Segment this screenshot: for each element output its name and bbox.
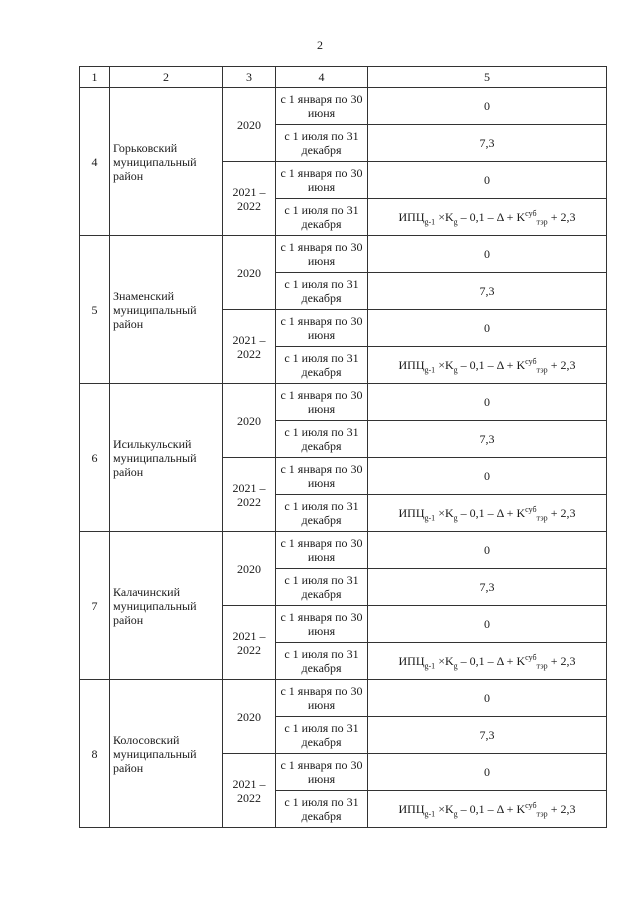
- formula-mid: – 0,1 – Δ + K: [457, 210, 526, 224]
- value-cell: 0: [368, 384, 607, 421]
- formula-times-k: ×K: [435, 210, 454, 224]
- district-name: Знаменский муниципальный район: [110, 236, 223, 384]
- header-col-1: 1: [80, 67, 110, 88]
- formula-sub-ter: тэр: [536, 365, 548, 375]
- period-cell: с 1 января по 30 июня: [276, 384, 368, 421]
- formula-mid: – 0,1 – Δ + K: [457, 654, 526, 668]
- formula-sub-g1: g-1: [424, 217, 436, 227]
- formula-sup-sub: суб: [525, 357, 537, 366]
- table-row: [80, 384, 607, 421]
- period-cell: с 1 июля по 31 декабря: [276, 273, 368, 310]
- value-cell: [368, 347, 607, 384]
- year-range: 2021 – 2022: [223, 310, 276, 384]
- formula-sub-g: g: [453, 217, 458, 227]
- district-name: Колосовский муниципальный район: [110, 680, 223, 828]
- period-cell: с 1 января по 30 июня: [276, 162, 368, 199]
- period-cell: с 1 июля по 31 декабря: [276, 569, 368, 606]
- district-name: Калачинский муниципальный район: [110, 532, 223, 680]
- year-range: 2021 – 2022: [223, 606, 276, 680]
- formula-tail: + 2,3: [547, 210, 576, 224]
- formula-tail: + 2,3: [547, 506, 576, 520]
- value-cell: 7,3: [368, 273, 607, 310]
- year-range: 2020: [223, 680, 276, 754]
- formula: [398, 505, 576, 523]
- value-cell: 7,3: [368, 569, 607, 606]
- formula-sub-g1: g-1: [424, 513, 436, 523]
- formula: [398, 357, 576, 375]
- header-col-4: 4: [276, 67, 368, 88]
- value-cell: 0: [368, 310, 607, 347]
- district-name: Горьковский муниципальный район: [110, 88, 223, 236]
- year-range: 2020: [223, 532, 276, 606]
- period-cell: с 1 января по 30 июня: [276, 606, 368, 643]
- formula-sub-g: g: [453, 365, 458, 375]
- formula-sub-ter: тэр: [536, 661, 548, 671]
- period-cell: с 1 июля по 31 декабря: [276, 495, 368, 532]
- header-row: [80, 67, 607, 88]
- district-number: 5: [80, 236, 110, 384]
- district-number: 4: [80, 88, 110, 236]
- tariff-table: [79, 66, 607, 828]
- period-cell: с 1 января по 30 июня: [276, 310, 368, 347]
- formula-sub-g1: g-1: [424, 809, 436, 819]
- district-number: 6: [80, 384, 110, 532]
- period-cell: с 1 июля по 31 декабря: [276, 125, 368, 162]
- period-cell: с 1 июля по 31 декабря: [276, 199, 368, 236]
- formula-times-k: ×K: [435, 802, 454, 816]
- formula-sub-g: g: [453, 809, 458, 819]
- formula-sub-ter: тэр: [536, 513, 548, 523]
- value-cell: 0: [368, 532, 607, 569]
- formula-times-k: ×K: [435, 506, 454, 520]
- table-row: [80, 532, 607, 569]
- year-range: 2020: [223, 384, 276, 458]
- table-body: [80, 88, 607, 828]
- period-cell: с 1 июля по 31 декабря: [276, 643, 368, 680]
- formula-ipc: ИПЦ: [398, 654, 425, 668]
- period-cell: с 1 июля по 31 декабря: [276, 347, 368, 384]
- value-cell: [368, 199, 607, 236]
- year-range: 2021 – 2022: [223, 162, 276, 236]
- formula-sup-sub: суб: [525, 505, 537, 514]
- formula-sub-g: g: [453, 661, 458, 671]
- period-cell: с 1 января по 30 июня: [276, 754, 368, 791]
- header-col-2: 2: [110, 67, 223, 88]
- value-cell: 0: [368, 458, 607, 495]
- formula-times-k: ×K: [435, 358, 454, 372]
- value-cell: 7,3: [368, 421, 607, 458]
- formula-tail: + 2,3: [547, 654, 576, 668]
- value-cell: 0: [368, 88, 607, 125]
- formula-tail: + 2,3: [547, 802, 576, 816]
- formula-ipc: ИПЦ: [398, 506, 425, 520]
- formula-sup-sub: суб: [525, 653, 537, 662]
- formula-sup-sub: суб: [525, 801, 537, 810]
- value-cell: 7,3: [368, 717, 607, 754]
- table-row: [80, 680, 607, 717]
- period-cell: с 1 января по 30 июня: [276, 458, 368, 495]
- formula-ipc: ИПЦ: [398, 210, 425, 224]
- period-cell: с 1 января по 30 июня: [276, 532, 368, 569]
- value-cell: 0: [368, 162, 607, 199]
- period-cell: с 1 января по 30 июня: [276, 88, 368, 125]
- header-col-5: 5: [368, 67, 607, 88]
- formula-sub-ter: тэр: [536, 217, 548, 227]
- value-cell: [368, 495, 607, 532]
- header-col-3: 3: [223, 67, 276, 88]
- period-cell: с 1 января по 30 июня: [276, 236, 368, 273]
- period-cell: с 1 июля по 31 декабря: [276, 791, 368, 828]
- district-number: 7: [80, 532, 110, 680]
- formula-ipc: ИПЦ: [398, 358, 425, 372]
- value-cell: 0: [368, 236, 607, 273]
- formula-times-k: ×K: [435, 654, 454, 668]
- formula-sub-ter: тэр: [536, 809, 548, 819]
- formula-mid: – 0,1 – Δ + K: [457, 802, 526, 816]
- value-cell: 7,3: [368, 125, 607, 162]
- table-row: [80, 88, 607, 125]
- year-range: 2021 – 2022: [223, 754, 276, 828]
- value-cell: 0: [368, 754, 607, 791]
- value-cell: 0: [368, 680, 607, 717]
- district-number: 8: [80, 680, 110, 828]
- district-name: Исилькульский муниципальный район: [110, 384, 223, 532]
- formula: [398, 653, 576, 671]
- formula-sup-sub: суб: [525, 209, 537, 218]
- table-row: [80, 236, 607, 273]
- year-range: 2020: [223, 236, 276, 310]
- page-number: 2: [317, 38, 323, 52]
- formula: [398, 801, 576, 819]
- formula-mid: – 0,1 – Δ + K: [457, 506, 526, 520]
- year-range: 2020: [223, 88, 276, 162]
- formula-sub-g: g: [453, 513, 458, 523]
- value-cell: 0: [368, 606, 607, 643]
- formula-sub-g1: g-1: [424, 365, 436, 375]
- formula: [398, 209, 576, 227]
- formula-sub-g1: g-1: [424, 661, 436, 671]
- year-range: 2021 – 2022: [223, 458, 276, 532]
- period-cell: с 1 июля по 31 декабря: [276, 421, 368, 458]
- formula-mid: – 0,1 – Δ + K: [457, 358, 526, 372]
- period-cell: с 1 июля по 31 декабря: [276, 717, 368, 754]
- period-cell: с 1 января по 30 июня: [276, 680, 368, 717]
- value-cell: [368, 643, 607, 680]
- formula-ipc: ИПЦ: [398, 802, 425, 816]
- value-cell: [368, 791, 607, 828]
- formula-tail: + 2,3: [547, 358, 576, 372]
